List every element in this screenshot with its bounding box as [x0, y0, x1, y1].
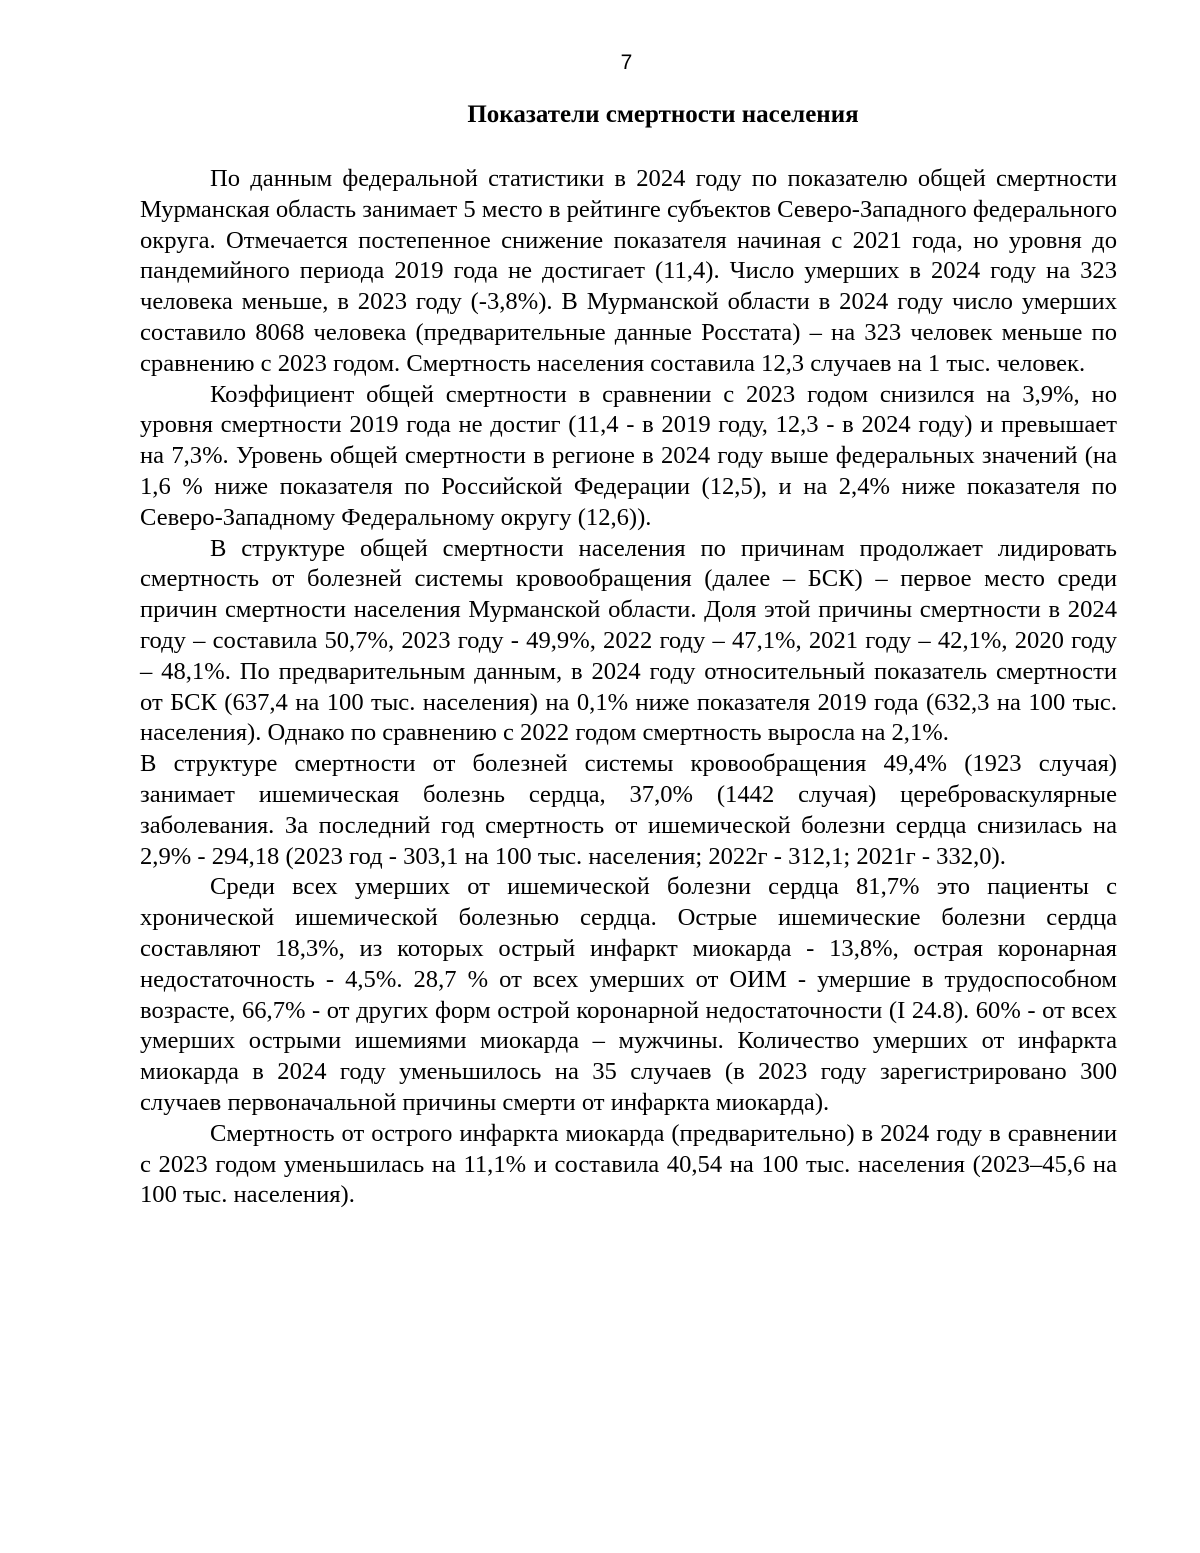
page-number: 7	[620, 51, 633, 74]
section-heading: Показатели смертности населения	[467, 101, 859, 128]
paragraph-ischemic-details: Среди всех умерших от ишемической болезни сердца 81,7% это пациенты с хронической ишемической болезнью сердца. Острые ишемические болезни сердца составляют 18,3%, из которых острый инфаркт миокарда - 13,8%, острая коронарная недостаточность - 4,5%. 28,7 % от всех умерших от ОИМ - умершие в трудоспособном возрасте, 66,7% - от других форм острой коронарной недостаточности (I 24.8). 60% - от всех умерших острыми ишемиями миокарда – мужчины. Количество умерших от инфаркта миокарда в 2024 году уменьшилось на 35 случаев (в 2023 году зарегистрировано 300 случаев первоначальной причины смерти от инфаркта миокарда).	[140, 873, 1117, 1116]
paragraph-ischemic-structure: В структуре смертности от болезней системы кровообращения 49,4% (1923 случая) занимает ишемическая болезнь сердца, 37,0% (1442 случая) цереброваскулярные заболевания. За последний год смертность от ишемической болезни сердца снизилась на 2,9% - 294,18 (2023 год - 303,1 на 100 тыс. населения; 2022г - 312,1; 2021г - 332,0).	[140, 750, 1117, 870]
paragraph-myocardial-infarction: Смертность от острого инфаркта миокарда (предварительно) в 2024 году в сравнении с 2023 годом уменьшилась на 11,1% и составила 40,54 на 100 тыс. населения (2023–45,6 на 100 тыс. населения).	[140, 1119, 1117, 1209]
paragraph-circulatory-diseases: В структуре общей смертности населения по причинам продолжает лидировать смертность от болезней системы кровообращения (далее – БСК) – первое место среди причин смертности населения Мурманской области. Доля этой причины смертности в 2024 году – составила 50,7%, 2023 году - 49,9%, 2022 году – 47,1%, 2021 году – 42,1%, 2020 году – 48,1%. По предварительным данным, в 2024 году относительный показатель смертности от БСК (637,4 на 100 тыс. населения) на 0,1% ниже показателя 2019 года (632,3 на 100 тыс. населения). Однако по сравнению с 2022 годом смертность выросла на 2,1%.	[140, 534, 1117, 747]
paragraph-mortality-coefficient: Коэффициент общей смертности в сравнении с 2023 годом снизился на 3,9%, но уровня смертности 2019 года не достиг (11,4 - в 2019 году, 12,3 - в 2024 году) и превышает на 7,3%. Уровень общей смертности в регионе в 2024 году выше федеральных значений (на 1,6 % ниже показателя по Российской Федерации (12,5), и на 2,4% ниже показателя по Северо-Западному Федеральному округу (12,6)).	[140, 380, 1117, 531]
paragraph-mortality-ranking: По данным федеральной статистики в 2024 году по показателю общей смертности Мурманская область занимает 5 место в рейтинге субъектов Северо-Западного федерального округа. Отмечается постепенное снижение показателя начиная с 2021 года, но уровня до пандемийного периода 2019 года не достигает (11,4). Число умерших в 2024 году на 323 человека меньше, в 2023 году (-3,8%). В Мурманской области в 2024 году число умерших составило 8068 человека (предварительные данные Росстата) – на 323 человек меньше по сравнению с 2023 годом. Смертность населения составила 12,3 случаев на 1 тыс. человек.	[140, 165, 1117, 377]
document-body	[140, 164, 1117, 1211]
